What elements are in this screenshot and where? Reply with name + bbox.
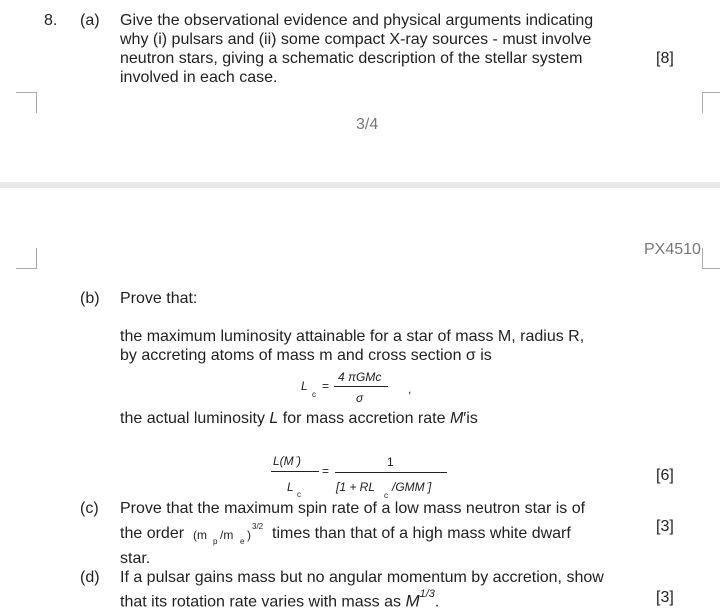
part-b-para1 <box>120 327 584 365</box>
part-a-line: Give the observational evidence and physical arguments indicating <box>120 12 594 29</box>
part-a-text <box>120 11 593 87</box>
eq1-numerator: 4 πGMc <box>338 370 382 384</box>
para2-mid: for mass accretion rate <box>278 410 450 427</box>
para-line: by accreting atoms of mass m and cross section σ is <box>120 347 492 364</box>
header-code: PX4510 <box>644 241 701 258</box>
eq1-denominator: σ <box>356 391 364 405</box>
eq2-den-rest: /GMM ̇] <box>392 480 432 494</box>
crop-mark-top-right <box>702 92 720 113</box>
part-d-end: . <box>434 593 440 611</box>
ratio-close: ) <box>247 528 251 542</box>
page-separator <box>0 182 720 188</box>
part-c-line1: Prove that the maximum spin rate of a low mass neutron star is of <box>120 500 586 517</box>
part-c-label: (c) <box>80 500 99 517</box>
part-d-line1: If a pulsar gains mass but no angular momentum by accretion, show <box>120 569 604 586</box>
part-a-line: neutron stars, giving a schematic description of the stellar system <box>120 50 583 67</box>
part-b-intro: Prove that: <box>120 290 198 307</box>
para2-post: ′is <box>463 410 478 427</box>
crop-mark-bottom-right <box>702 248 720 269</box>
part-d-pre: that its rotation rate varies with mass as <box>120 593 406 611</box>
eq1-equals: = <box>322 379 330 393</box>
part-d-exponent: 1/3 <box>419 588 435 600</box>
eq2-den-open: [1 + RL <box>336 480 376 494</box>
eq2-lhs-den-sub: c <box>297 490 301 499</box>
eq1-lhs-sub: c <box>312 390 316 399</box>
part-a-label: (a) <box>80 12 100 29</box>
eq2-lhs-bar <box>271 471 319 472</box>
ratio-open: (m <box>193 528 207 542</box>
part-c-pre: the order <box>120 525 185 542</box>
eq1-fraction-bar <box>334 386 388 387</box>
question-number: 8. <box>44 12 58 29</box>
part-b-marks: [6] <box>656 467 674 484</box>
eq2-equals: = <box>322 464 330 478</box>
part-b-label: (b) <box>80 290 100 307</box>
part-d-label: (d) <box>80 569 100 586</box>
ratio-slash: /m <box>220 528 234 542</box>
part-c-line3: star. <box>120 550 151 567</box>
ratio-exponent: 3/2 <box>252 522 264 531</box>
part-d-m: M <box>405 591 420 611</box>
crop-mark-bottom-left <box>16 248 37 269</box>
ratio-sub-p: p <box>213 537 218 546</box>
page-indicator: 3/4 <box>356 116 379 133</box>
part-b-para2 <box>120 409 478 428</box>
para2-l: L <box>269 410 279 427</box>
para2-pre: the actual luminosity <box>120 410 270 427</box>
eq2-numerator: 1 <box>387 455 394 469</box>
para-line: the maximum luminosity attainable for a star of mass M, radius R, <box>120 328 585 345</box>
part-c-line2 <box>120 524 640 544</box>
part-c-marks: [3] <box>656 518 674 535</box>
part-a-marks: [8] <box>656 50 674 67</box>
eq1-comma: , <box>408 382 412 396</box>
ratio-sub-e: e <box>240 537 245 546</box>
eq2-lhs-den: L <box>287 480 294 494</box>
eq1-lhs: L <box>301 379 308 393</box>
eq2-rhs-bar <box>335 472 447 473</box>
eq2-lhs-num: L(M ̇) <box>273 454 301 468</box>
part-c-post: times than that of a high mass white dwarf <box>272 525 571 542</box>
eq2-den-sub: c <box>384 491 388 500</box>
part-d-marks: [3] <box>656 589 674 606</box>
part-a-line: why (i) pulsars and (ii) some compact X-ray sources - must involve <box>120 31 592 48</box>
crop-mark-top-left <box>16 92 37 113</box>
para2-m: M <box>449 410 464 427</box>
part-a-line: involved in each case. <box>120 69 278 86</box>
